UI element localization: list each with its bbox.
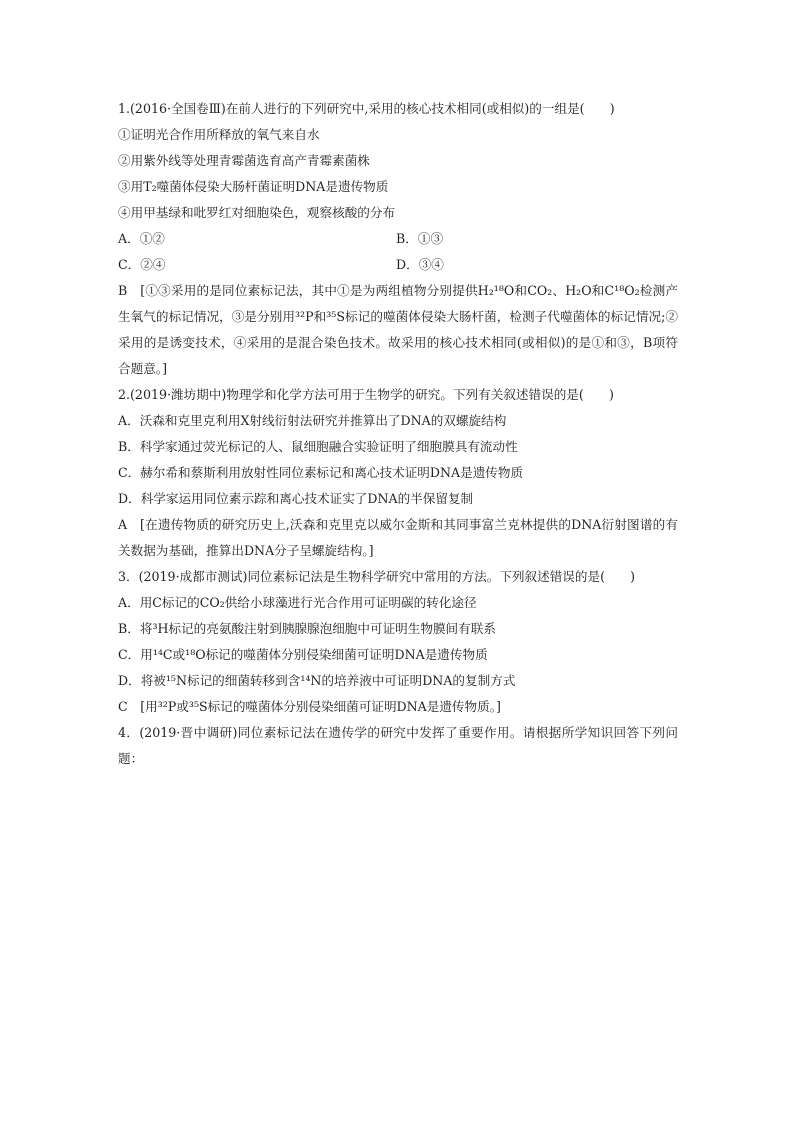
question-3-answer: C [用³²P或³⁵S标记的噬菌体分别侵染细菌可证明DNA是遗传物质。] [118, 699, 501, 714]
question-1-option-a: A．①② [118, 231, 165, 246]
question-1 [118, 96, 678, 382]
question-4 [118, 720, 678, 772]
question-3 [118, 564, 678, 720]
question-2-stem: 2.(2019·潍坊期中)物理学和化学方法可用于生物学的研究。下列有关叙述错误的是( ) [118, 387, 614, 402]
question-3-option-a: A．用C标记的CO₂供给小球藻进行光合作用可证明碳的转化途径 [118, 595, 477, 610]
question-2-option-a: A．沃森和克里克利用X射线衍射法研究并推算出了DNA的双螺旋结构 [118, 413, 507, 428]
question-1-option-b: B．①③ [396, 231, 444, 246]
question-4-stem: 4．(2019·晋中调研)同位素标记法在遗传学的研究中发挥了重要作用。请根据所学知识回答下列问题： [118, 725, 678, 766]
question-3-stem: 3．(2019·成都市测试)同位素标记法是生物科学研究中常用的方法。下列叙述错误的是( ) [118, 569, 636, 584]
question-3-option-d: D．将被¹⁵N标记的细菌转移到含¹⁴N的培养液中可证明DNA的复制方式 [118, 673, 516, 688]
question-2 [118, 382, 678, 564]
document-page [118, 96, 678, 772]
question-1-option-c: C．②④ [118, 257, 166, 272]
question-2-option-c: C．赫尔希和蔡斯利用放射性同位素标记和离心技术证明DNA是遗传物质 [118, 465, 524, 480]
question-3-option-c: C．用¹⁴C或¹⁸O标记的噬菌体分别侵染细菌可证明DNA是遗传物质 [118, 647, 488, 662]
question-1-answer: B [①③采用的是同位素标记法，其中①是为两组植物分别提供H₂¹⁸O和CO₂、H₂O和C¹⁸O₂检测产生氧气的标记情况，③是分别用³²P和³⁵S标记的噬菌体侵染大肠杆菌，检测子代噬菌体的标记情况;②采用的是诱变技术，④采用的是混合染色技术。故采用的核心技术相同(或相似)的是①和③，B项符合题意。] [118, 283, 678, 376]
question-3-option-b: B．将³H标记的亮氨酸注射到胰腺腺泡细胞中可证明生物膜间有联系 [118, 621, 496, 636]
question-2-answer: A [在遗传物质的研究历史上,沃森和克里克以威尔金斯和其同事富兰克林提供的DNA衍射图谱的有关数据为基础，推算出DNA分子呈螺旋结构。] [118, 517, 678, 558]
question-1-item-3: ③用T₂噬菌体侵染大肠杆菌证明DNA是遗传物质 [118, 179, 389, 194]
question-2-option-b: B．科学家通过荧光标记的人、鼠细胞融合实验证明了细胞膜具有流动性 [118, 439, 518, 454]
question-1-stem: 1.(2016·全国卷Ⅲ)在前人进行的下列研究中,采用的核心技术相同(或相似)的一组是( ) [118, 101, 615, 116]
question-1-options-row-1 [118, 226, 678, 252]
question-1-option-d: D．③④ [396, 257, 444, 272]
question-1-options-row-2 [118, 252, 678, 278]
question-2-option-d: D．科学家运用同位素示踪和离心技术证实了DNA的半保留复制 [118, 491, 474, 506]
question-1-item-2: ②用紫外线等处理青霉菌选育高产青霉素菌株 [118, 153, 370, 168]
question-1-item-1: ①证明光合作用所释放的氧气来自水 [118, 127, 320, 142]
question-1-item-4: ④用甲基绿和吡罗红对细胞染色，观察核酸的分布 [118, 205, 396, 220]
